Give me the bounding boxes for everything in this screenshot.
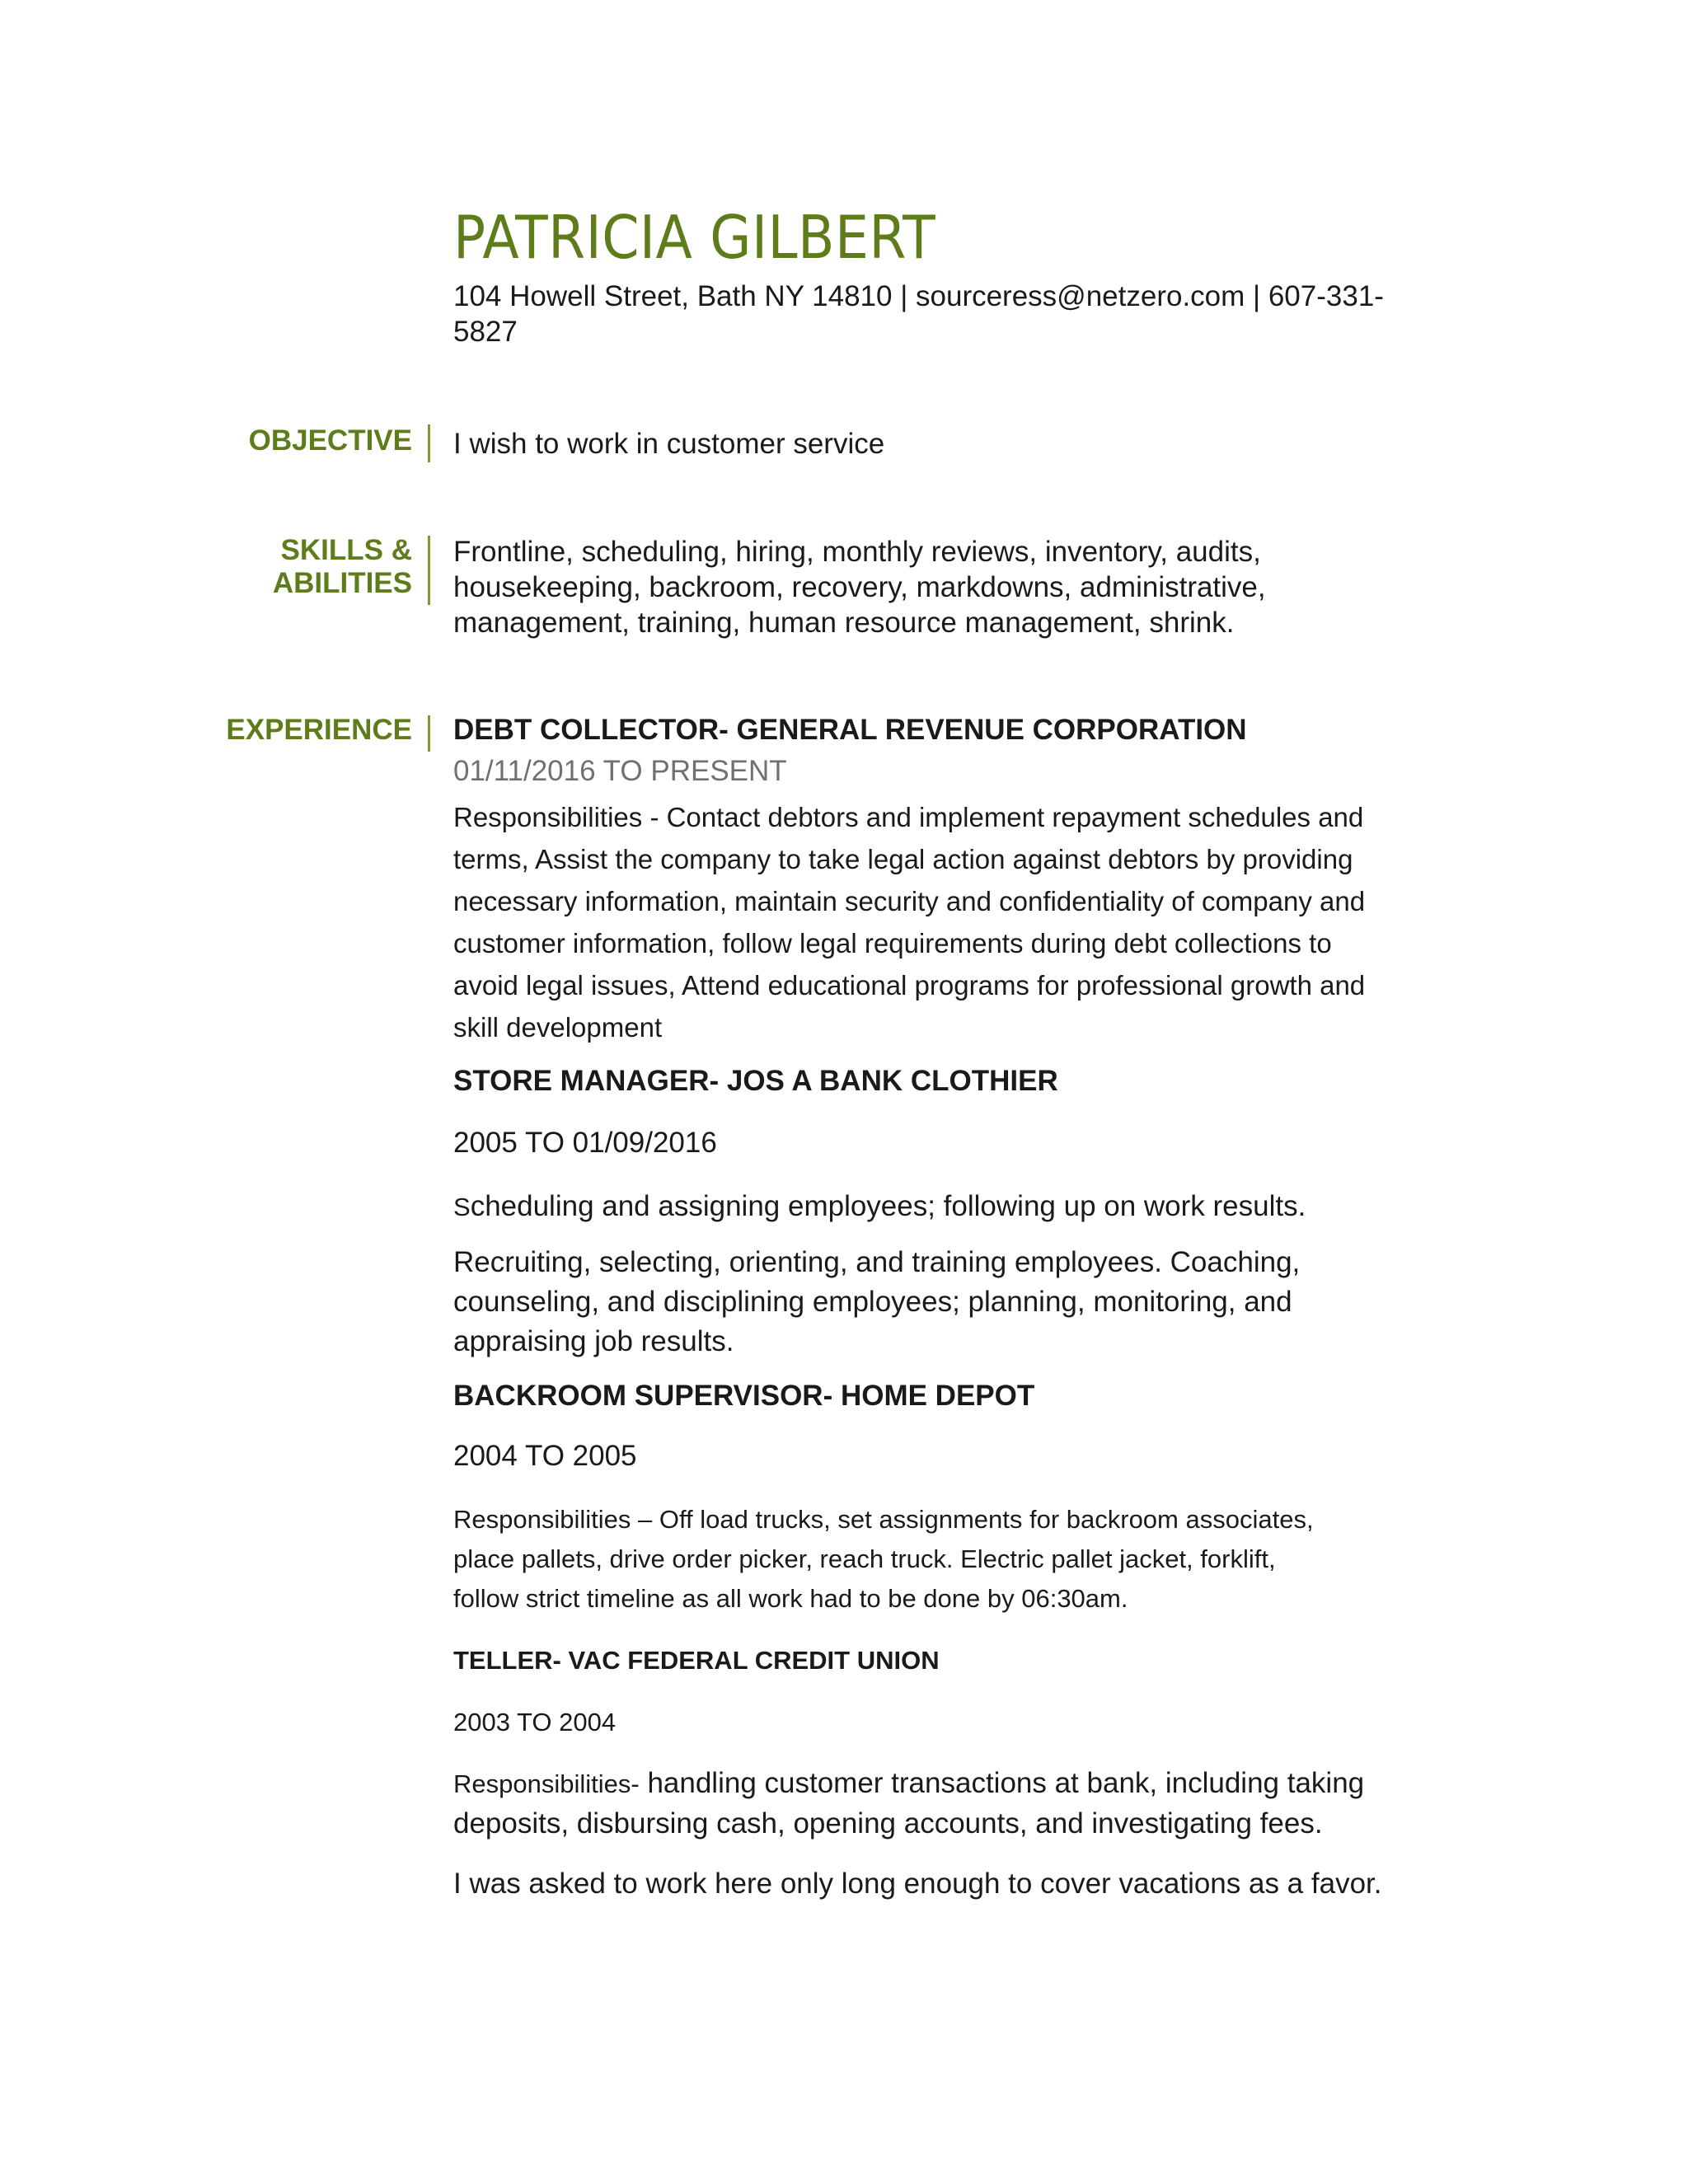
job-para-teller-1 (453, 1764, 1426, 1844)
job-para-line (453, 1764, 1426, 1804)
objective-heading: OBJECTIVE (248, 424, 412, 457)
job-title-store-manager: STORE MANAGER- JOS A BANK CLOTHIER (453, 1065, 1058, 1097)
skills-heading-line-2: ABILITIES (272, 567, 412, 599)
job-para-line: deposits, disbursing cash, opening accounts, and investigating fees. (453, 1807, 1323, 1840)
contact-line-2: 5827 (453, 316, 518, 348)
skills-heading-line-1: SKILLS & (280, 534, 412, 566)
job-para-rest: cheduling and assigning employees; following up on work results. (470, 1190, 1306, 1222)
skills-text (453, 534, 1426, 640)
job-desc-debt-collector (453, 796, 1409, 1048)
job-para-line: Recruiting, selecting, orienting, and training employees. Coaching, (453, 1246, 1301, 1278)
job-dates-teller: 2003 TO 2004 (453, 1708, 617, 1736)
skills-heading (273, 534, 412, 600)
skills-line-1: Frontline, scheduling, hiring, monthly reviews, inventory, audits, (453, 536, 1261, 568)
job-desc-line: terms, Assist the company to take legal action against debtors by providing (453, 844, 1353, 874)
job-para-store-manager-2 (453, 1243, 1426, 1361)
job-title-teller: TELLER- VAC FEDERAL CREDIT UNION (453, 1646, 940, 1675)
job-para-line: appraising job results. (453, 1325, 734, 1357)
job-desc-line: necessary information, maintain security and confidentiality of company and (453, 886, 1366, 916)
job-desc-line: Responsibilities – Off load trucks, set assignments for backroom associates, (453, 1505, 1314, 1534)
skills-line-2: housekeeping, backroom, recovery, markdowns, administrative, (453, 571, 1266, 603)
contact-info (453, 279, 1442, 349)
job-desc-line: place pallets, drive order picker, reach truck. Electric pallet jacket, forklift, (453, 1544, 1276, 1573)
job-para-lead: S (453, 1193, 471, 1221)
skills-line-3: management, training, human resource management, shrink. (453, 607, 1235, 639)
job-desc-line: follow strict timeline as all work had to be done by 06:30am. (453, 1584, 1128, 1613)
job-dates-debt-collector: 01/11/2016 TO PRESENT (453, 755, 787, 787)
job-desc-backroom-supervisor (453, 1500, 1409, 1619)
experience-heading: EXPERIENCE (226, 714, 412, 746)
job-desc-line: Responsibilities - Contact debtors and implement repayment schedules and (453, 802, 1364, 832)
skills-divider (428, 536, 430, 605)
contact-line-1: 104 Howell Street, Bath NY 14810 | sourceress@netzero.com | 607-331- (453, 280, 1384, 312)
job-title-backroom-supervisor: BACKROOM SUPERVISOR- HOME DEPOT (453, 1380, 1035, 1412)
job-title-debt-collector: DEBT COLLECTOR- GENERAL REVENUE CORPORATION (453, 714, 1247, 746)
objective-divider (428, 424, 430, 462)
job-dates-backroom-supervisor: 2004 TO 2005 (453, 1440, 637, 1472)
job-desc-line: avoid legal issues, Attend educational programs for professional growth and (453, 970, 1366, 1001)
job-para-rest: handling customer transactions at bank, including taking (639, 1767, 1365, 1799)
experience-divider (428, 715, 430, 752)
resume-name: PATRICIA GILBERT (453, 203, 936, 272)
job-desc-line: skill development (453, 1012, 663, 1043)
job-desc-line: customer information, follow legal requirements during debt collections to (453, 928, 1332, 958)
job-dates-store-manager: 2005 TO 01/09/2016 (453, 1127, 717, 1159)
job-para-store-manager-1 (453, 1187, 1426, 1227)
job-para-teller-2: I was asked to work here only long enough to cover vacations as a favor. (453, 1868, 1382, 1900)
objective-text: I wish to work in customer service (453, 428, 885, 460)
job-para-lead: Responsibilities- (453, 1769, 640, 1798)
job-para-line: counseling, and disciplining employees; planning, monitoring, and (453, 1286, 1292, 1318)
